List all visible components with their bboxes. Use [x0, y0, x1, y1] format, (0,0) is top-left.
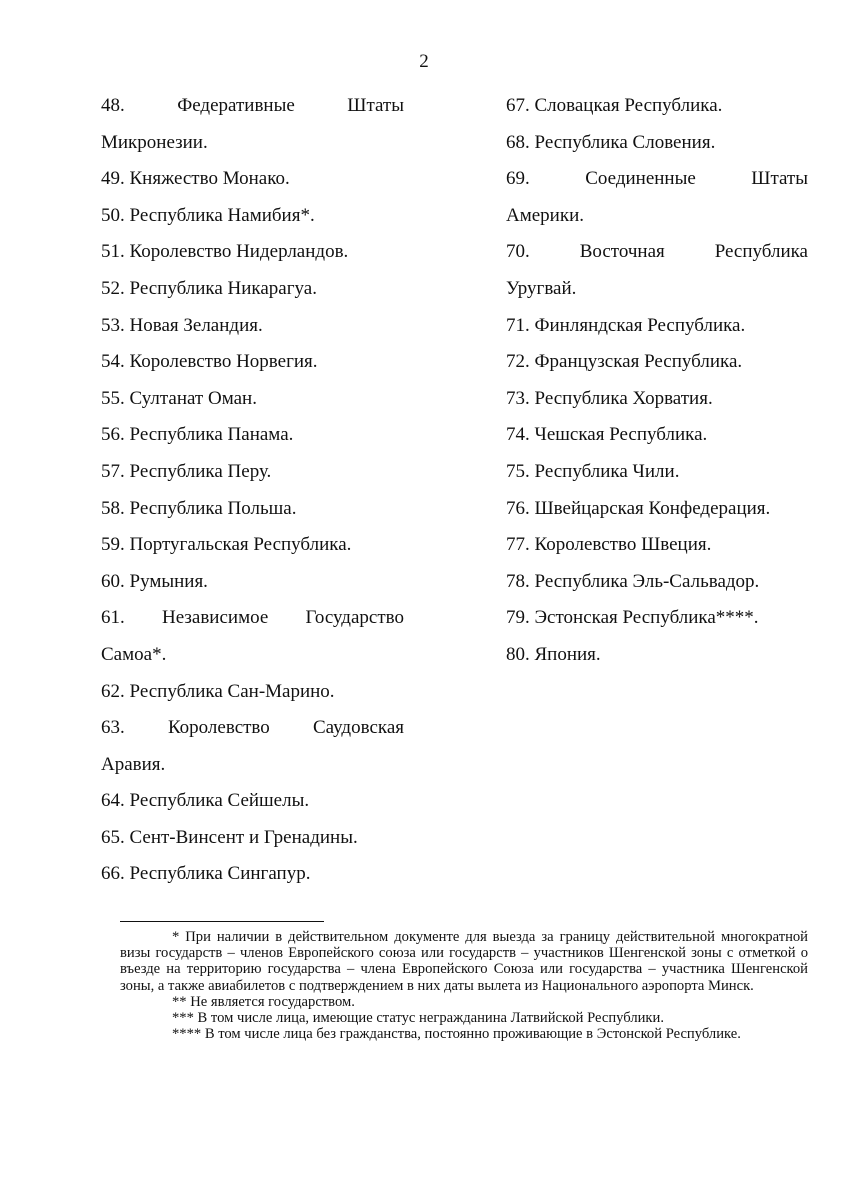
list-item-text: 71. Финляндская Республика.	[506, 314, 746, 336]
list-item	[101, 820, 404, 857]
list-item	[506, 637, 808, 674]
list-item	[101, 710, 404, 783]
list-item	[506, 234, 808, 307]
list-item-text: 52. Республика Никарагуа.	[101, 277, 317, 299]
list-item-text: 76. Швейцарская Конфедерация.	[506, 497, 771, 519]
list-item-text: 80. Япония.	[506, 643, 601, 665]
list-item-text: 54. Королевство Норвегия.	[101, 351, 318, 373]
list-item-text: 51. Королевство Нидерландов.	[101, 241, 349, 263]
list-item	[506, 88, 808, 125]
list-item-text: 60. Румыния.	[101, 570, 208, 592]
list-item	[506, 564, 808, 601]
list-item-text: 59. Португальская Республика.	[101, 534, 352, 556]
list-item-text: 64. Республика Сейшелы.	[101, 790, 310, 812]
list-item-text: 66. Республика Сингапур.	[101, 863, 311, 885]
list-item-text: 53. Новая Зеландия.	[101, 314, 263, 336]
list-item-text: 56. Республика Панама.	[101, 424, 294, 446]
list-item	[101, 271, 404, 308]
list-item-text: 75. Республика Чили.	[506, 460, 680, 482]
footnote-4: **** В том числе лица без гражданства, постоянно проживающие в Эстонской Республике.	[172, 1026, 741, 1043]
list-item-text: 57. Республика Перу.	[101, 460, 272, 482]
list-item	[101, 674, 404, 711]
list-item	[101, 454, 404, 491]
list-item-text: 62. Республика Сан-Марино.	[101, 680, 335, 702]
list-item-text: 77. Королевство Швеция.	[506, 534, 712, 556]
list-item	[101, 234, 404, 271]
list-item	[506, 308, 808, 345]
footnote-1: * При наличии в действительном документе для выезда за границу действительной многократной визы государств – членов Европейского союза или государств – участников Шенгенской зоны с отметкой о въезде на территорию государства – члена Европейского Союза или государства – участника Шенгенской зоны, а также авиабилетов с подтверждением в них даты вылета из Национального аэропорта Минск.	[120, 929, 808, 994]
list-item	[506, 381, 808, 418]
list-item-text: 48. Федеративные Штаты	[101, 95, 404, 116]
list-item-text-continued: Уругвай.	[506, 277, 577, 299]
list-item	[101, 308, 404, 345]
list-item-text-continued: Микронезии.	[101, 131, 208, 153]
list-item-text: 49. Княжество Монако.	[101, 168, 290, 190]
footnote-3: *** В том числе лица, имеющие статус негражданина Латвийской Республики.	[172, 1010, 664, 1027]
list-item-text: 72. Французская Республика.	[506, 351, 743, 373]
country-list-right	[506, 88, 808, 674]
list-item	[506, 417, 808, 454]
list-item-text: 55. Султанат Оман.	[101, 387, 257, 409]
list-item	[506, 600, 808, 637]
list-item-text: 79. Эстонская Республика****.	[506, 607, 759, 629]
list-item-text-continued: Аравия.	[101, 753, 166, 775]
page-number: 2	[419, 51, 429, 72]
list-item-text: 67. Словацкая Республика.	[506, 95, 723, 116]
list-item	[506, 344, 808, 381]
list-item	[101, 198, 404, 235]
list-item	[506, 454, 808, 491]
list-item	[101, 88, 404, 161]
list-item	[101, 527, 404, 564]
list-item-text: 61. Независимое Государство	[101, 607, 404, 629]
list-item-text: 70. Восточная Республика	[506, 241, 808, 263]
list-item-text: 58. Республика Польша.	[101, 497, 297, 519]
list-item-text: 78. Республика Эль-Сальвадор.	[506, 570, 760, 592]
list-item	[101, 600, 404, 673]
list-item-text: 65. Сент-Винсент и Гренадины.	[101, 826, 358, 848]
list-item	[506, 125, 808, 162]
footnote-separator	[120, 921, 324, 922]
list-item-text-continued: Самоа*.	[101, 643, 167, 665]
list-item	[506, 161, 808, 234]
footnotes	[120, 929, 808, 1042]
list-item	[101, 491, 404, 528]
footnote-2: ** Не является государством.	[172, 993, 355, 1010]
list-item-text: 50. Республика Намибия*.	[101, 204, 315, 226]
list-item	[506, 491, 808, 528]
list-item	[101, 856, 404, 893]
list-item-text: 68. Республика Словения.	[506, 131, 716, 153]
list-item	[101, 344, 404, 381]
list-item	[101, 783, 404, 820]
list-item-text: 63. Королевство Саудовская	[101, 717, 404, 739]
list-item-text: 73. Республика Хорватия.	[506, 387, 713, 409]
list-item	[101, 564, 404, 601]
country-list-left	[101, 88, 404, 893]
list-item	[101, 417, 404, 454]
list-item-text: 74. Чешская Республика.	[506, 424, 708, 446]
list-item-text-continued: Америки.	[506, 204, 584, 226]
list-item-text: 69. Соединенные Штаты	[506, 168, 808, 190]
list-item	[101, 161, 404, 198]
list-item	[506, 527, 808, 564]
list-item	[101, 381, 404, 418]
